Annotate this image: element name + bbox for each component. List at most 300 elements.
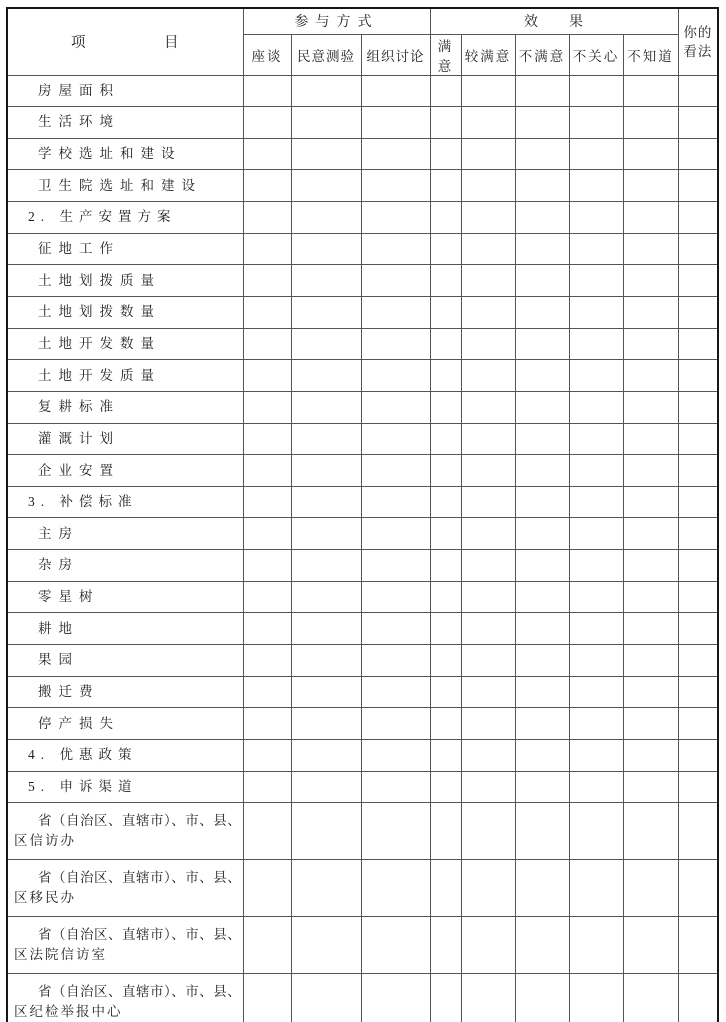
answer-cell <box>623 803 678 860</box>
row-item-label-line: 主房 <box>38 525 79 541</box>
answer-cell <box>291 676 361 708</box>
answer-cell <box>623 455 678 487</box>
answer-cell <box>623 613 678 645</box>
answer-cell <box>515 518 569 550</box>
answer-cell <box>623 550 678 582</box>
answer-cell <box>461 917 515 974</box>
table-row <box>7 455 718 487</box>
answer-cell <box>291 233 361 265</box>
table-row <box>7 107 718 139</box>
answer-cell <box>461 771 515 803</box>
answer-cell <box>291 423 361 455</box>
row-item-label-line: 生活环境 <box>38 114 120 130</box>
answer-cell <box>461 265 515 297</box>
answer-cell <box>291 645 361 677</box>
answer-cell <box>430 423 461 455</box>
answer-cell <box>243 486 291 518</box>
answer-cell <box>291 550 361 582</box>
answer-cell <box>361 233 430 265</box>
table-row <box>7 391 718 423</box>
answer-cell <box>678 974 718 1022</box>
answer-cell <box>678 860 718 917</box>
answer-cell <box>461 202 515 234</box>
table-row <box>7 974 718 1022</box>
answer-cell <box>430 170 461 202</box>
answer-cell <box>291 486 361 518</box>
row-item-label <box>7 581 243 613</box>
answer-cell <box>678 75 718 107</box>
row-item-label-line: 杂房 <box>38 557 79 573</box>
answer-cell <box>361 613 430 645</box>
answer-cell <box>291 170 361 202</box>
answer-cell <box>430 233 461 265</box>
answer-cell <box>678 917 718 974</box>
answer-cell <box>678 423 718 455</box>
answer-cell <box>569 550 623 582</box>
answer-cell <box>461 974 515 1022</box>
col-header-opinion-poll: 民意测验 <box>291 34 361 75</box>
row-item-label-line: 学校选址和建设 <box>38 146 182 162</box>
row-item-label <box>7 170 243 202</box>
answer-cell <box>515 860 569 917</box>
answer-cell <box>569 170 623 202</box>
row-item-label-line: 房屋面积 <box>38 82 120 98</box>
answer-cell <box>678 581 718 613</box>
row-item-label-line: 土地划拨数量 <box>38 304 161 320</box>
answer-cell <box>515 455 569 487</box>
answer-cell <box>569 739 623 771</box>
answer-cell <box>678 107 718 139</box>
answer-cell <box>678 739 718 771</box>
answer-cell <box>243 613 291 645</box>
answer-cell <box>461 107 515 139</box>
answer-cell <box>678 486 718 518</box>
col-header-satisfied: 满意 <box>430 34 461 75</box>
answer-cell <box>515 360 569 392</box>
table-row <box>7 138 718 170</box>
answer-cell <box>243 138 291 170</box>
answer-cell <box>623 233 678 265</box>
answer-cell <box>569 391 623 423</box>
answer-cell <box>515 917 569 974</box>
answer-cell <box>291 518 361 550</box>
row-item-label-line: 搬迁费 <box>38 683 100 699</box>
answer-cell <box>515 202 569 234</box>
answer-cell <box>430 974 461 1022</box>
col-group-effect: 效 果 <box>430 8 678 34</box>
answer-cell <box>361 974 430 1022</box>
answer-cell <box>569 974 623 1022</box>
col-header-organized-discussion: 组织讨论 <box>361 34 430 75</box>
answer-cell <box>461 486 515 518</box>
answer-cell <box>243 645 291 677</box>
answer-cell <box>623 423 678 455</box>
row-item-label <box>7 550 243 582</box>
row-item-label-line: 5. 申诉渠道 <box>28 778 138 794</box>
row-item-label <box>7 233 243 265</box>
answer-cell <box>678 708 718 740</box>
answer-cell <box>430 581 461 613</box>
answer-cell <box>361 138 430 170</box>
answer-cell <box>430 518 461 550</box>
answer-cell <box>461 676 515 708</box>
answer-cell <box>623 265 678 297</box>
row-item-label-line: 区法院信访室 <box>14 947 107 963</box>
table-row <box>7 917 718 974</box>
answer-cell <box>430 771 461 803</box>
answer-cell <box>291 581 361 613</box>
answer-cell <box>291 107 361 139</box>
answer-cell <box>515 739 569 771</box>
your-opinion-line-1: 你的 <box>683 24 713 40</box>
table-header <box>7 8 718 75</box>
row-item-label-line: 果园 <box>38 652 79 668</box>
row-item-label-line: 征地工作 <box>38 241 120 257</box>
answer-cell <box>243 860 291 917</box>
answer-cell <box>291 739 361 771</box>
col-header-indifferent: 不关心 <box>569 34 623 75</box>
answer-cell <box>243 550 291 582</box>
row-item-label <box>7 75 243 107</box>
answer-cell <box>361 202 430 234</box>
answer-cell <box>361 75 430 107</box>
answer-cell <box>430 391 461 423</box>
answer-cell <box>361 328 430 360</box>
table-row <box>7 486 718 518</box>
row-item-label-line: 2. 生产安置方案 <box>28 209 177 225</box>
answer-cell <box>569 645 623 677</box>
row-item-label-line: 灌溉计划 <box>38 430 120 446</box>
answer-cell <box>361 360 430 392</box>
answer-cell <box>430 803 461 860</box>
answer-cell <box>361 860 430 917</box>
answer-cell <box>243 581 291 613</box>
row-item-label <box>7 423 243 455</box>
header-row-groups <box>7 8 718 34</box>
answer-cell <box>461 233 515 265</box>
answer-cell <box>569 296 623 328</box>
answer-cell <box>243 676 291 708</box>
table-row <box>7 360 718 392</box>
answer-cell <box>243 75 291 107</box>
row-item-label <box>7 455 243 487</box>
table-row <box>7 739 718 771</box>
row-item-label-line: 3. 补偿标准 <box>28 494 138 510</box>
answer-cell <box>291 708 361 740</box>
answer-cell <box>291 265 361 297</box>
answer-cell <box>361 708 430 740</box>
answer-cell <box>243 974 291 1022</box>
answer-cell <box>678 645 718 677</box>
row-item-label-line: 土地开发数量 <box>38 335 161 351</box>
answer-cell <box>243 917 291 974</box>
row-item-label-line: 区信访办 <box>14 833 76 849</box>
answer-cell <box>569 75 623 107</box>
answer-cell <box>291 296 361 328</box>
answer-cell <box>243 328 291 360</box>
answer-cell <box>243 391 291 423</box>
answer-cell <box>361 486 430 518</box>
row-item-label-line: 省（自治区、直辖市）、市、县、 <box>38 983 242 999</box>
answer-cell <box>291 75 361 107</box>
answer-cell <box>569 917 623 974</box>
row-item-label <box>7 676 243 708</box>
answer-cell <box>569 803 623 860</box>
answer-cell <box>361 296 430 328</box>
answer-cell <box>623 486 678 518</box>
answer-cell <box>678 202 718 234</box>
answer-cell <box>678 265 718 297</box>
table-row <box>7 676 718 708</box>
row-item-label <box>7 708 243 740</box>
answer-cell <box>623 75 678 107</box>
answer-cell <box>515 486 569 518</box>
answer-cell <box>678 233 718 265</box>
answer-cell <box>569 860 623 917</box>
answer-cell <box>243 518 291 550</box>
col-header-dont-know: 不知道 <box>623 34 678 75</box>
col-group-participation-method: 参与方式 <box>243 8 430 34</box>
answer-cell <box>291 917 361 974</box>
answer-cell <box>515 233 569 265</box>
answer-cell <box>515 296 569 328</box>
answer-cell <box>291 613 361 645</box>
row-item-label-line: 省（自治区、直辖市）、市、县、 <box>38 927 242 943</box>
answer-cell <box>361 518 430 550</box>
answer-cell <box>623 391 678 423</box>
answer-cell <box>430 708 461 740</box>
answer-cell <box>461 170 515 202</box>
table-row <box>7 803 718 860</box>
answer-cell <box>243 170 291 202</box>
table-row <box>7 645 718 677</box>
answer-cell <box>515 803 569 860</box>
row-item-label <box>7 296 243 328</box>
answer-cell <box>515 138 569 170</box>
answer-cell <box>430 645 461 677</box>
answer-cell <box>430 550 461 582</box>
answer-cell <box>515 645 569 677</box>
answer-cell <box>461 581 515 613</box>
answer-cell <box>515 613 569 645</box>
answer-cell <box>623 581 678 613</box>
table-row <box>7 296 718 328</box>
answer-cell <box>515 771 569 803</box>
answer-cell <box>569 202 623 234</box>
answer-cell <box>569 771 623 803</box>
row-item-label <box>7 613 243 645</box>
answer-cell <box>569 423 623 455</box>
answer-cell <box>430 360 461 392</box>
answer-cell <box>515 423 569 455</box>
answer-cell <box>361 107 430 139</box>
answer-cell <box>515 974 569 1022</box>
answer-cell <box>515 391 569 423</box>
answer-cell <box>291 455 361 487</box>
row-item-label <box>7 917 243 974</box>
row-item-label-line: 4. 优惠政策 <box>28 747 138 763</box>
answer-cell <box>361 391 430 423</box>
row-item-label-line: 企业安置 <box>38 462 120 478</box>
answer-cell <box>623 360 678 392</box>
table-row <box>7 265 718 297</box>
answer-cell <box>291 860 361 917</box>
answer-cell <box>361 455 430 487</box>
answer-cell <box>569 360 623 392</box>
answer-cell <box>291 202 361 234</box>
answer-cell <box>430 138 461 170</box>
answer-cell <box>623 708 678 740</box>
answer-cell <box>461 518 515 550</box>
row-item-label <box>7 645 243 677</box>
answer-cell <box>461 391 515 423</box>
answer-cell <box>461 708 515 740</box>
survey-table-body <box>7 75 718 1022</box>
answer-cell <box>569 455 623 487</box>
answer-cell <box>678 138 718 170</box>
answer-cell <box>623 974 678 1022</box>
table-row <box>7 75 718 107</box>
answer-cell <box>461 803 515 860</box>
row-item-label-line: 土地划拨质量 <box>38 272 161 288</box>
answer-cell <box>243 233 291 265</box>
answer-cell <box>361 423 430 455</box>
answer-cell <box>623 645 678 677</box>
row-item-label <box>7 860 243 917</box>
answer-cell <box>515 708 569 740</box>
answer-cell <box>291 803 361 860</box>
answer-cell <box>678 771 718 803</box>
answer-cell <box>461 739 515 771</box>
answer-cell <box>430 328 461 360</box>
answer-cell <box>678 613 718 645</box>
row-item-label <box>7 138 243 170</box>
answer-cell <box>678 455 718 487</box>
answer-cell <box>569 613 623 645</box>
answer-cell <box>461 296 515 328</box>
answer-cell <box>461 423 515 455</box>
row-item-label-line: 零星树 <box>38 589 100 605</box>
answer-cell <box>515 75 569 107</box>
row-item-label-line: 区纪检举报中心 <box>14 1003 123 1019</box>
answer-cell <box>515 581 569 613</box>
answer-cell <box>430 296 461 328</box>
answer-cell <box>430 613 461 645</box>
row-item-label-line: 复耕标准 <box>38 399 120 415</box>
answer-cell <box>569 138 623 170</box>
answer-cell <box>623 771 678 803</box>
answer-cell <box>461 75 515 107</box>
answer-cell <box>243 296 291 328</box>
answer-cell <box>678 676 718 708</box>
answer-cell <box>243 455 291 487</box>
answer-cell <box>243 265 291 297</box>
answer-cell <box>461 328 515 360</box>
row-item-label <box>7 518 243 550</box>
table-row <box>7 170 718 202</box>
row-item-label <box>7 486 243 518</box>
answer-cell <box>569 708 623 740</box>
answer-cell <box>291 974 361 1022</box>
answer-cell <box>430 676 461 708</box>
answer-cell <box>461 645 515 677</box>
answer-cell <box>569 107 623 139</box>
answer-cell <box>361 645 430 677</box>
answer-cell <box>515 550 569 582</box>
answer-cell <box>623 328 678 360</box>
answer-cell <box>361 170 430 202</box>
answer-cell <box>243 771 291 803</box>
answer-cell <box>623 739 678 771</box>
answer-cell <box>430 75 461 107</box>
table-row <box>7 581 718 613</box>
answer-cell <box>623 917 678 974</box>
answer-cell <box>623 296 678 328</box>
answer-cell <box>569 518 623 550</box>
answer-cell <box>361 550 430 582</box>
answer-cell <box>361 771 430 803</box>
answer-cell <box>678 518 718 550</box>
answer-cell <box>361 676 430 708</box>
answer-cell <box>623 170 678 202</box>
col-header-forum-talk: 座谈 <box>243 34 291 75</box>
answer-cell <box>430 107 461 139</box>
answer-cell <box>623 107 678 139</box>
row-item-label <box>7 771 243 803</box>
row-item-label <box>7 391 243 423</box>
answer-cell <box>678 360 718 392</box>
table-row <box>7 550 718 582</box>
answer-cell <box>678 391 718 423</box>
answer-cell <box>461 613 515 645</box>
answer-cell <box>461 550 515 582</box>
answer-cell <box>461 360 515 392</box>
answer-cell <box>291 360 361 392</box>
answer-cell <box>361 739 430 771</box>
row-item-label-line: 省（自治区、直辖市）、市、县、 <box>38 813 242 829</box>
answer-cell <box>461 138 515 170</box>
answer-cell <box>430 202 461 234</box>
row-item-label-line: 停产损失 <box>38 715 120 731</box>
answer-cell <box>361 581 430 613</box>
answer-cell <box>243 708 291 740</box>
row-item-label-line: 土地开发质量 <box>38 367 161 383</box>
answer-cell <box>515 265 569 297</box>
answer-cell <box>515 107 569 139</box>
table-row <box>7 613 718 645</box>
answer-cell <box>623 676 678 708</box>
answer-cell <box>678 328 718 360</box>
answer-cell <box>623 202 678 234</box>
answer-cell <box>243 202 291 234</box>
row-item-label <box>7 974 243 1022</box>
answer-cell <box>678 803 718 860</box>
answer-cell <box>291 138 361 170</box>
answer-cell <box>243 107 291 139</box>
row-item-label <box>7 360 243 392</box>
answer-cell <box>569 486 623 518</box>
answer-cell <box>569 328 623 360</box>
answer-cell <box>291 771 361 803</box>
col-header-unsatisfied: 不满意 <box>515 34 569 75</box>
answer-cell <box>515 676 569 708</box>
row-item-label-line: 耕地 <box>38 620 79 636</box>
answer-cell <box>569 233 623 265</box>
row-item-label-line: 卫生院选址和建设 <box>38 177 202 193</box>
answer-cell <box>430 917 461 974</box>
table-row <box>7 860 718 917</box>
answer-cell <box>623 860 678 917</box>
